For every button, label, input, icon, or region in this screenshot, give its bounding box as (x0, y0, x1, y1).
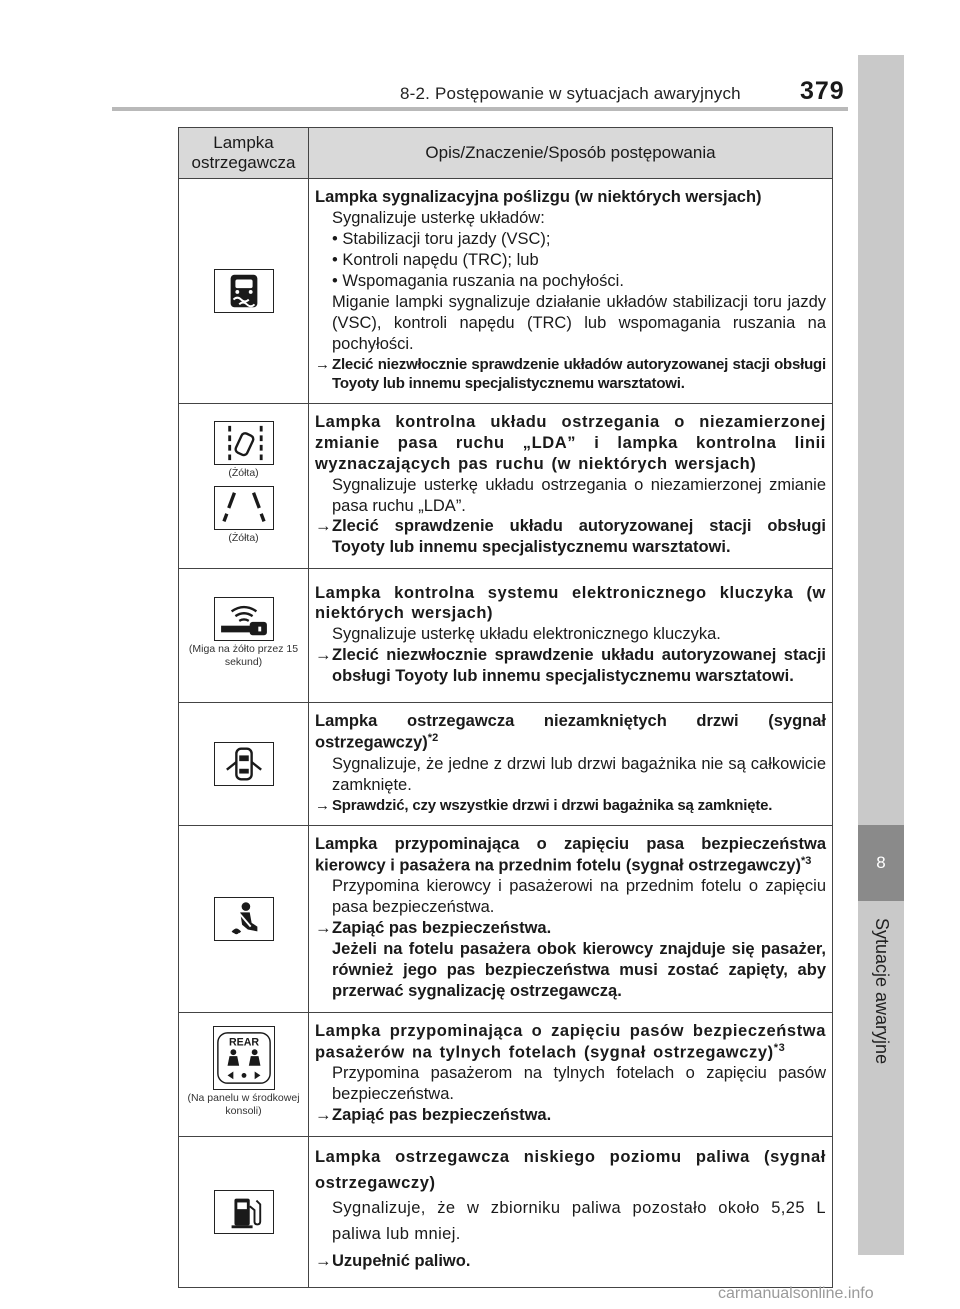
rear-label: REAR (228, 1036, 259, 1049)
row-body: Sygnalizuje usterkę układu ostrzegania o niezamierzonej zmianie pasa ruchu „LDA”. (332, 475, 826, 515)
row-title: Lampka przypominająca o zapięciu pasów bezpieczeństwa pasażerów na tylnych fotelach (sygnał ostrzegawczy)$^{*3}$ (315, 1021, 826, 1062)
warning-lights-table (178, 127, 833, 1288)
description-cell (309, 825, 833, 1012)
watermark: carmanualsonline.info (718, 1285, 874, 1302)
icon-cell (179, 403, 309, 569)
row-body: Sygnalizuje usterkę układu elektronicznego kluczyka. (332, 625, 721, 644)
slip-indicator-icon (214, 269, 274, 313)
row-body: Sygnalizuje, że w zbiorniku paliwa pozostało około 5,25 L paliwa lub mniej. (332, 1199, 826, 1243)
row-title: Lampka ostrzegawcza niskiego poziomu paliwa (sygnał ostrzegawczy) (315, 1148, 826, 1192)
description-cell (309, 1012, 833, 1136)
open-door-icon (214, 742, 274, 786)
chapter-title-vertical: Sytuacje awaryjne (872, 918, 892, 1065)
row-action: →Uzupełnić paliwo. (315, 1247, 826, 1277)
icon-caption: (Na panelu w środkowej konsoli) (187, 1091, 300, 1117)
col-header-description: Opis/Znaczenie/Sposób postępowania (309, 128, 833, 179)
row-action: →Zlecić sprawdzenie układu autoryzowanej stacji obsługi Toyoty lub innemu specjalistycznemu warsztatowi. (315, 517, 826, 557)
row-body: • Kontroli napędu (TRC); lub (332, 250, 539, 269)
rear-seatbelt-icon (213, 1026, 275, 1090)
row-note: Jeżeli na fotelu pasażera obok kierowcy znajduje się pasażer, również jego pas bezpieczeństwa musi zostać zapięty, aby przerwać sygnalizację ostrzegawczą. (332, 940, 826, 1000)
icon-caption: (Żółta) (228, 532, 259, 545)
arrow-icon: → (315, 1252, 332, 1271)
table-row (179, 1137, 833, 1288)
row-title: Lampka sygnalizacyjna poślizgu (w niektórych wersjach) (315, 188, 762, 206)
description-cell (309, 569, 833, 703)
arrow-icon: → (315, 796, 330, 814)
col-header-light: Lampka ostrzegawcza (179, 128, 309, 179)
arrow-icon: → (315, 646, 332, 665)
page-number: 379 (800, 77, 845, 105)
description-cell (309, 403, 833, 569)
row-title: Lampka kontrolna systemu elektronicznego kluczyka (w niektórych wersjach) (315, 583, 826, 623)
table-row (179, 569, 833, 703)
arrow-icon: → (315, 1106, 332, 1125)
row-body: • Wspomagania ruszania na pochyłości. (332, 271, 624, 290)
icon-caption: (Miga na żółto przez 15 sekund) (188, 643, 299, 668)
arrow-icon: → (315, 517, 332, 536)
row-body: Przypomina kierowcy i pasażerowi na przednim fotelu o zapięciu pasa bezpieczeństwa. (332, 877, 826, 917)
row-action: → Sprawdzić, czy wszystkie drzwi i drzwi bagażnika są zamknięte. (315, 796, 773, 814)
header-rule (112, 107, 848, 111)
icon-cell (179, 569, 309, 703)
fuel-pump-icon (214, 1190, 274, 1234)
arrow-icon: → (315, 355, 330, 373)
icon-cell (179, 825, 309, 1012)
row-body: Przypomina pasażerom na tylnych fotelach o zapięciu pasów bezpieczeństwa. (332, 1064, 826, 1104)
section-title: 8-2. Postępowanie w sytuacjach awaryjnych (400, 84, 741, 103)
table-row (179, 703, 833, 825)
row-body: Sygnalizuje usterkę układów: (332, 208, 545, 227)
smart-key-icon (214, 597, 274, 641)
table-header-row (179, 128, 833, 179)
lane-lines-icon (214, 486, 274, 530)
lane-departure-icon (214, 421, 274, 465)
footnote-marker: *3 (801, 854, 812, 867)
icon-caption: (Żółta) (228, 467, 259, 480)
description-cell (309, 179, 833, 404)
row-action: →Zlecić niezwłocznie sprawdzenie układu autoryzowanej stacji obsługi Toyoty lub innemu specjalistycznemu warsztatowi. (315, 646, 826, 686)
description-cell (309, 703, 833, 825)
row-title: Lampka przypominająca o zapięciu pasa bezpieczeństwa kierowcy i pasażera na przednim fotelu (sygnał ostrzegawczy)$^{*3}$ (315, 834, 826, 875)
row-title: Lampka ostrzegawcza niezamkniętych drzwi (sygnał ostrzegawczy)$^{*2}$ (315, 712, 826, 752)
table-row (179, 179, 833, 404)
chapter-number-tab: 8 (858, 825, 904, 901)
row-body: Miganie lampki sygnalizuje działanie układów stabilizacji toru jazdy (VSC), kontroli napędu (TRC) lub wspomagania ruszania na pochyłości. (332, 292, 826, 353)
table-row (179, 825, 833, 1012)
description-cell (309, 1137, 833, 1288)
row-action: → Zlecić niezwłocznie sprawdzenie układów autoryzowanej stacji obsługi Toyoty lub innemu specjalistycznemu warsztatowi. (315, 355, 826, 392)
icon-cell (179, 1137, 309, 1288)
icon-cell (179, 703, 309, 825)
footnote-marker: *2 (427, 732, 439, 745)
row-action: →Zapiąć pas bezpieczeństwa. (315, 1106, 552, 1125)
icon-cell (179, 179, 309, 404)
table-row (179, 403, 833, 569)
footnote-marker: *3 (773, 1041, 786, 1054)
row-body: Sygnalizuje, że jedne z drzwi lub drzwi bagażnika nie są całkowicie zamknięte. (332, 754, 826, 794)
icon-cell (179, 1012, 309, 1136)
table-row (179, 1012, 833, 1136)
row-title: Lampka kontrolna układu ostrzegania o niezamierzonej zmianie pasa ruchu „LDA” i lampka kontrolna linii wyznaczających pas ruchu (w niektórych wersjach) (315, 412, 826, 473)
arrow-icon: → (315, 919, 332, 938)
seatbelt-icon (214, 897, 274, 941)
row-body: • Stabilizacji toru jazdy (VSC); (332, 229, 551, 248)
row-action: →Zapiąć pas bezpieczeństwa. (315, 919, 552, 938)
